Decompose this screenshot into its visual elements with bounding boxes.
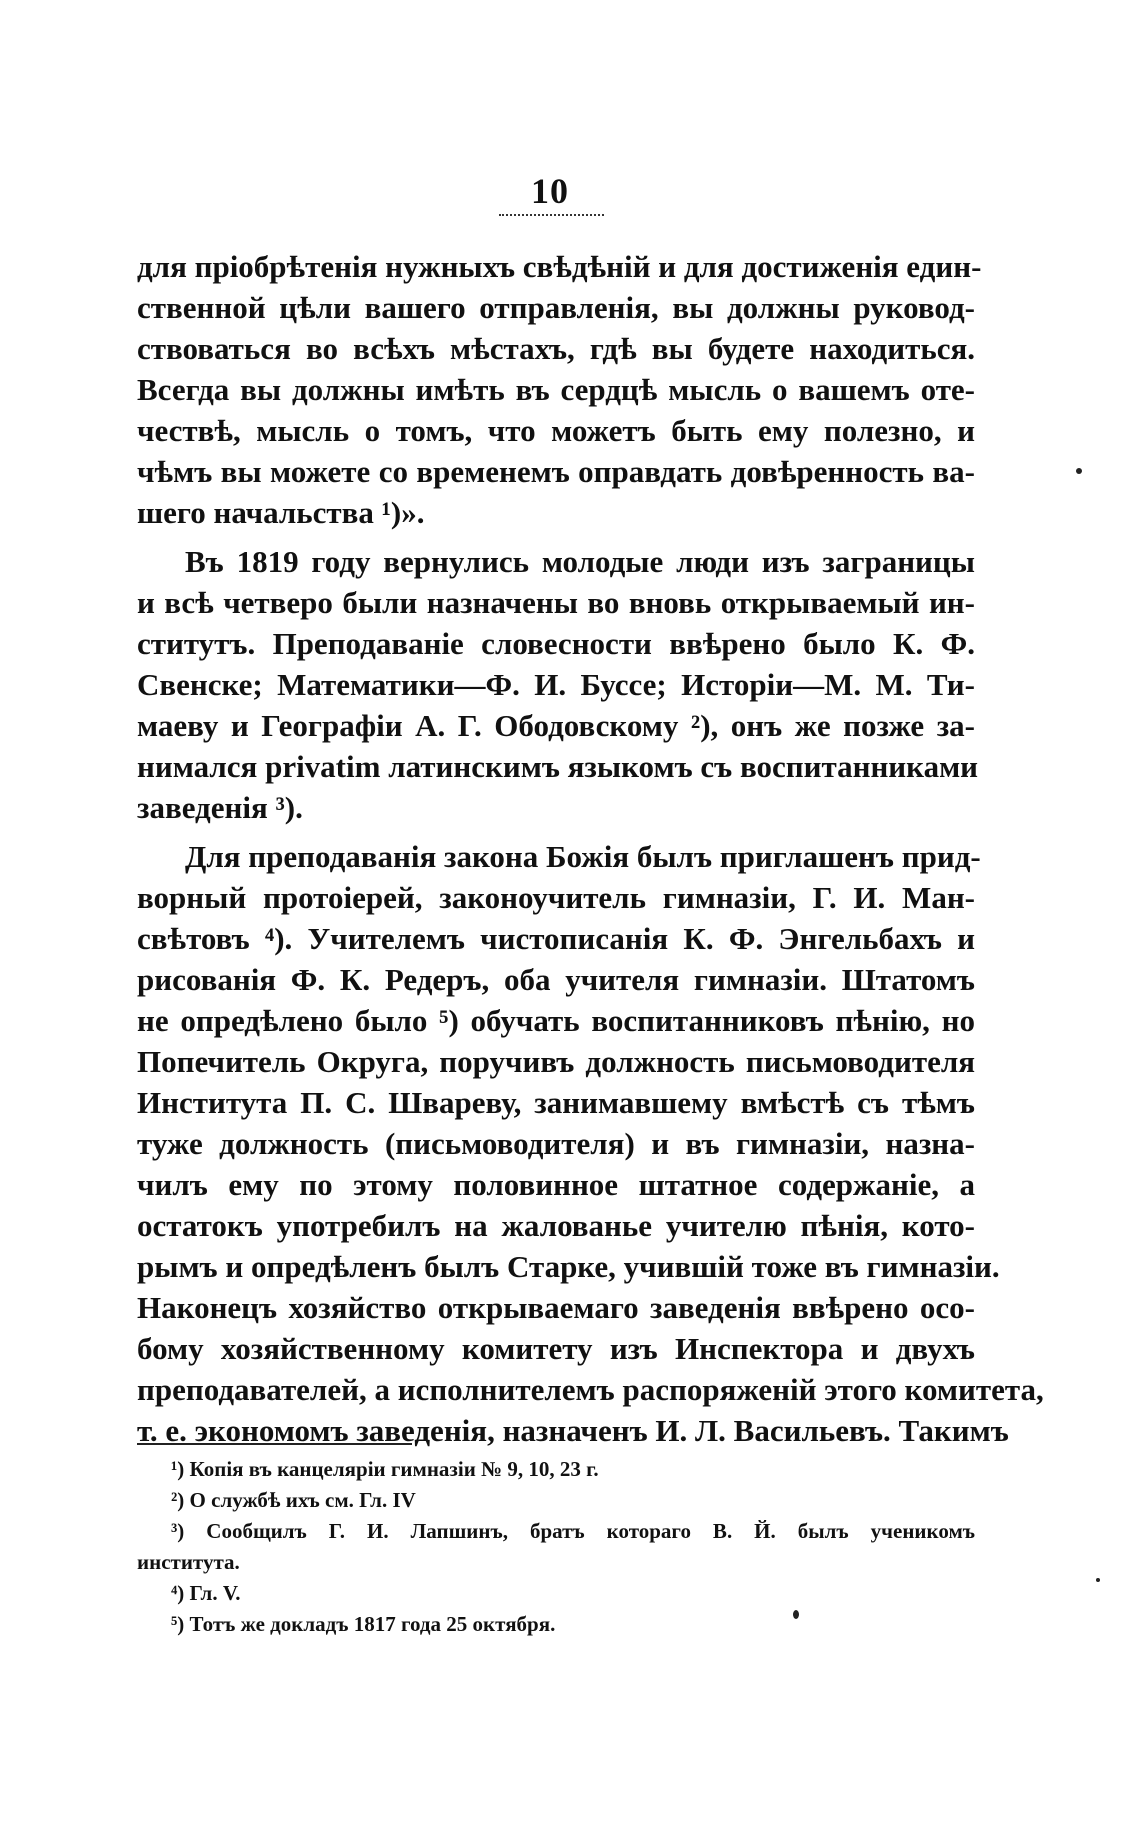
text-line: шего начальства ¹)». [137,495,425,530]
text-line: Въ 1819 году вернулись молодые люди изъ заграницы [185,544,975,579]
scan-speck [793,1610,799,1619]
text-line: Свенске; Математики—Ф. И. Буссе; Исторіи—М. М. Ти- [137,667,975,702]
footnote-divider [137,1443,412,1445]
footnote-line: института. [137,1550,240,1574]
page-number-rule [499,214,604,216]
text-line: чѣмъ вы можете со временемъ оправдать довѣренность ва- [137,454,975,489]
text-line: свѣтовъ ⁴). Учителемъ чистописанія К. Ф. Энгельбахъ и [137,921,975,956]
text-line: Всегда вы должны имѣть въ сердцѣ мысль о вашемъ оте- [137,372,975,407]
page-number: 10 [531,171,569,211]
text-line: т. е. экономомъ заведенія, назначенъ И. Л. Васильевъ. Такимъ [137,1413,1009,1448]
text-line: заведенія ³). [137,790,303,825]
text-line: чилъ ему по этому половинное штатное содержаніе, а [137,1167,975,1202]
text-line: рисованія Ф. К. Редеръ, оба учителя гимназіи. Штатомъ [137,962,975,997]
text-line: маеву и Географіи А. Г. Ободовскому ²), онъ же позже за- [137,708,975,743]
text-line: преподавателей, а исполнителемъ распоряженій этого комитета, [137,1372,1044,1407]
text-line: ворный протоіерей, законоучитель гимназіи, Г. И. Ман- [137,880,975,915]
text-line: для пріобрѣтенія нужныхъ свѣдѣній и для достиженія един- [137,249,982,284]
text-line: Попечитель Округа, поручивъ должность письмоводителя [137,1044,975,1079]
scan-speck [1096,1578,1100,1582]
paragraph-gap [137,828,975,836]
footnote-line: ¹) Копія въ канцеляріи гимназіи № 9, 10, 23 г. [171,1457,599,1481]
text-line: ствоваться во всѣхъ мѣстахъ, гдѣ вы будете находиться. [137,331,975,366]
text-line: чествѣ, мысль о томъ, что можетъ быть ему полезно, и [137,413,975,448]
footnote-line: ⁴) Гл. V. [171,1581,241,1605]
footnotes [137,1454,975,1640]
footnote-line: ³) Сообщилъ Г. И. Лапшинъ, братъ котораго В. Й. былъ ученикомъ [171,1519,975,1543]
text-line: Для преподаванія закона Божія былъ приглашенъ прид- [185,839,981,874]
text-line: Института П. С. Швареву, занимавшему вмѣстѣ съ тѣмъ [137,1085,975,1120]
footnote-line: ²) О службѣ ихъ см. Гл. IV [171,1488,416,1512]
text-line: и всѣ четверо были назначены во вновь открываемый ин- [137,585,975,620]
text-line: остатокъ употребилъ на жалованье учителю пѣнія, кото- [137,1208,975,1243]
footnote-line: ⁵) Тотъ же докладъ 1817 года 25 октября. [171,1612,556,1636]
text-line: бому хозяйственному комитету изъ Инспектора и двухъ [137,1331,975,1366]
text-line: рымъ и опредѣленъ былъ Старке, учившій тоже въ гимназіи. [137,1249,1000,1284]
text-line: туже должность (письмоводителя) и въ гимназіи, назна- [137,1126,975,1161]
text-line: Наконецъ хозяйство открываемаго заведенія ввѣрено осо- [137,1290,975,1325]
scan-speck [1076,468,1082,474]
body-text [137,246,1044,1451]
text-line: нимался privatim латинскимъ языкомъ съ воспитанниками [137,749,979,784]
text-line: ститутъ. Преподаваніе словесности ввѣрено было К. Ф. [137,626,975,661]
text-line: не опредѣлено было ⁵) обучать воспитанниковъ пѣнію, но [137,1003,975,1038]
paragraph-gap [137,533,975,541]
text-line: ственной цѣли вашего отправленія, вы должны руковод- [137,290,975,325]
